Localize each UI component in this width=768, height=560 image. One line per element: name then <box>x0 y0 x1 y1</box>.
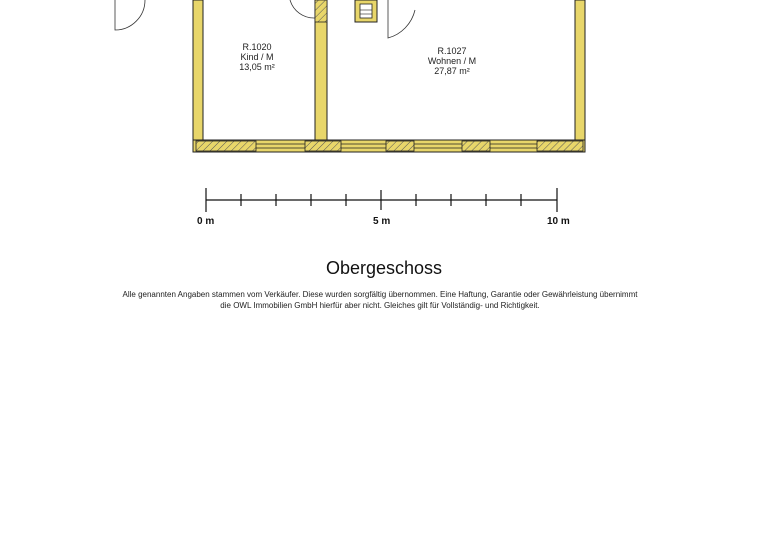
room-id: R.1027 <box>437 46 467 56</box>
scale-label-10: 10 m <box>547 216 570 227</box>
room-id: R.1020 <box>242 42 272 52</box>
disclaimer-line-1: Alle genannten Angaben stammen vom Verkäufer. Diese wurden sorgfältig übernommen. Eine Haftung, Garantie oder Gewährleistung übernimmt <box>122 290 638 299</box>
scale-label-5: 5 m <box>373 216 391 227</box>
floor-title: Obergeschoss <box>325 258 443 278</box>
outer-walls <box>193 0 585 152</box>
scale-bar <box>206 188 557 212</box>
room-area: 13,05 m² <box>239 62 275 72</box>
room-label-r1027 <box>412 46 492 76</box>
room-label-r1020 <box>222 42 292 72</box>
partition-wall <box>315 0 327 140</box>
disclaimer-line-2: die OWL Immobilien GmbH hierfür aber nicht. Gleiches gilt für Vollständig- und Richtigkeit. <box>220 301 540 310</box>
room-use: Wohnen / M <box>427 56 477 66</box>
chimney-shaft <box>355 0 377 22</box>
scale-label-0: 0 m <box>197 216 215 227</box>
disclaimer <box>60 289 700 311</box>
room-use: Kind / M <box>240 52 274 62</box>
room-area: 27,87 m² <box>434 66 470 76</box>
floor-plan <box>0 0 768 250</box>
